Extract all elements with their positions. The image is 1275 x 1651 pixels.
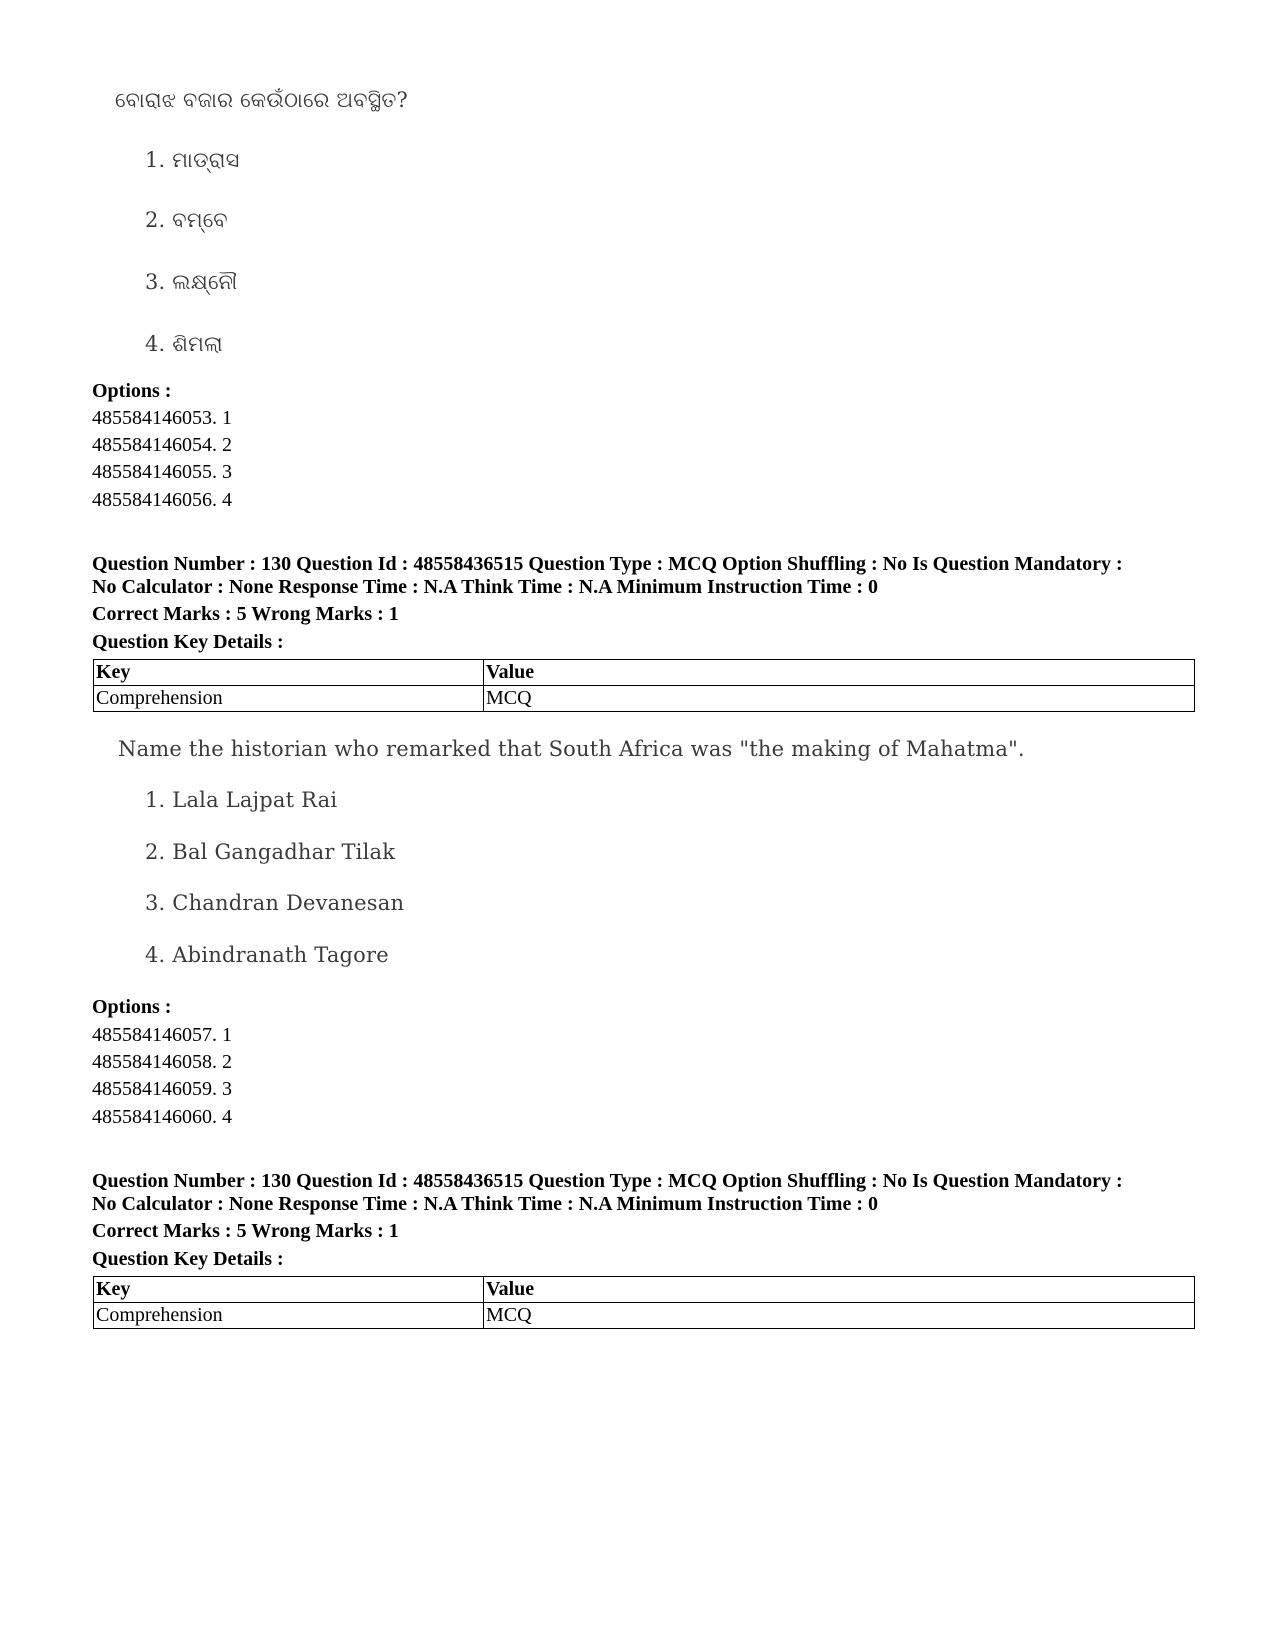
key-details-label: Question Key Details : [92,1248,284,1270]
table-cell-value: MCQ [484,686,1195,712]
choice-2: 2. ବମ୍ବେ [145,208,228,232]
option-id-4: 485584146060. 4 [92,1106,232,1128]
option-id-4: 485584146056. 4 [92,489,232,511]
option-id-1: 485584146057. 1 [92,1024,232,1046]
choice-4: 4. ଶିମଲା [145,332,223,356]
choice-1: 1. ମାଡ୍ରାସ [145,148,240,172]
table-header-value: Value [484,660,1195,686]
table-cell-key: Comprehension [94,686,484,712]
option-id-2: 485584146054. 2 [92,434,232,456]
table-header-key: Key [94,1277,484,1303]
choice-3: 3. Chandran Devanesan [145,891,405,915]
question-meta-line-2: No Calculator : None Response Time : N.A Think Time : N.A Minimum Instruction Time : 0 [92,576,878,598]
key-details-table [93,659,1195,712]
table-header-key: Key [94,660,484,686]
question-meta-line-1: Question Number : 130 Question Id : 48558436515 Question Type : MCQ Option Shuffling : No Is Question Mandatory : [92,553,1123,575]
option-id-3: 485584146059. 3 [92,1078,232,1100]
option-id-2: 485584146058. 2 [92,1051,232,1073]
option-id-3: 485584146055. 3 [92,461,232,483]
question-text-english: Name the historian who remarked that South Africa was "the making of Mahatma". [118,737,1025,761]
table-row [94,686,1195,712]
marks-line: Correct Marks : 5 Wrong Marks : 1 [92,1220,399,1242]
table-header-row [94,660,1195,686]
option-id-1: 485584146053. 1 [92,407,232,429]
table-cell-value: MCQ [484,1303,1195,1329]
choice-2: 2. Bal Gangadhar Tilak [145,840,396,864]
table-cell-key: Comprehension [94,1303,484,1329]
question-meta-line-1: Question Number : 130 Question Id : 48558436515 Question Type : MCQ Option Shuffling : No Is Question Mandatory : [92,1170,1123,1192]
options-label: Options : [92,380,172,402]
table-row [94,1303,1195,1329]
choice-4: 4. Abindranath Tagore [145,943,389,967]
question-text-odia: ବୋରାଝ ବଜାର କେଉଁଠାରେ ଅବସ୍ଥିତ? [115,88,409,112]
key-details-label: Question Key Details : [92,631,284,653]
key-details-table [93,1276,1195,1329]
question-meta-line-2: No Calculator : None Response Time : N.A Think Time : N.A Minimum Instruction Time : 0 [92,1193,878,1215]
options-label: Options : [92,996,172,1018]
table-header-row [94,1277,1195,1303]
marks-line: Correct Marks : 5 Wrong Marks : 1 [92,603,399,625]
table-header-value: Value [484,1277,1195,1303]
choice-1: 1. Lala Lajpat Rai [145,788,338,812]
choice-3: 3. ଲକ୍ଷ୍ନୌ [145,270,238,294]
